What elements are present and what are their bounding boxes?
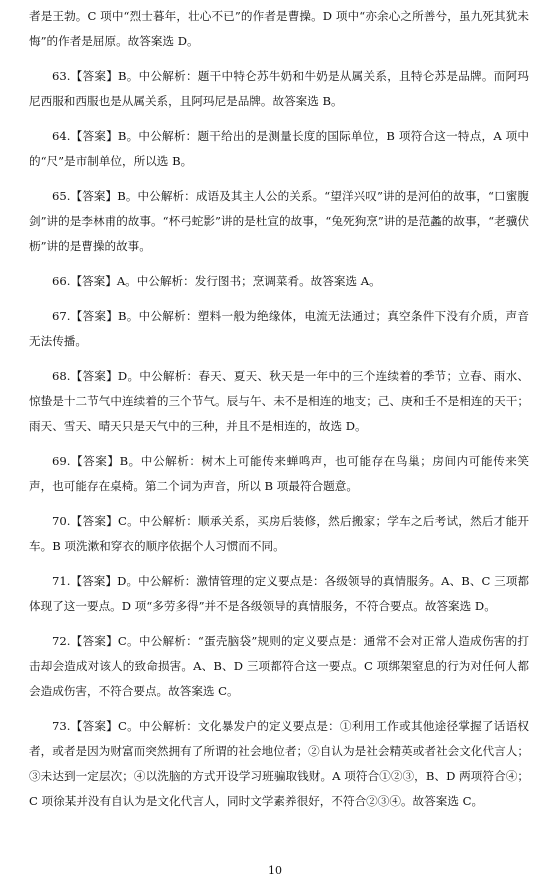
answer-paragraph-73: 73.【答案】C。中公解析：文化暴发户的定义要点是：①利用工作或其他途径掌握了话语权者，或者是因为财富而突然拥有了所谓的社会地位者；②自认为是社会精英或者社会文化代言人；③未达到一定层次；④以洗脑的方式开设学习班骗取钱财。A 项符合①②③，B、D 两项符合④；C 项徐某并没有自认为是文化代言人，同时文学素养很好，不符合②③④。故答案选 C。 xyxy=(29,719,529,808)
answer-paragraph-72: 72.【答案】C。中公解析：“蛋壳脑袋”规则的定义要点是：通常不会对正常人造成伤害的打击却会造成对该人的致命损害。A、B、D 三项都符合这一要点。C 项绑架窒息的行为对任何人都会造成伤害，不符合要点。故答案选 C。 xyxy=(29,634,529,698)
answer-paragraph-71: 71.【答案】D。中公解析：激情管理的定义要点是：各级领导的真情服务。A、B、C 三项都体现了这一要点。D 项“多劳多得”并不是各级领导的真情服务，不符合要点。故答案选 D。 xyxy=(29,574,529,613)
answer-paragraph-69: 69.【答案】B。中公解析：树木上可能传来蝉鸣声，也可能存在鸟巢；房间内可能传来笑声，也可能存在桌椅。第二个词为声音，所以 B 项最符合题意。 xyxy=(29,454,529,493)
answer-paragraph-62-continued: 者是王勃。C 项中“烈士暮年，壮心不已”的作者是曹操。D 项中“亦余心之所善兮，虽九死其犹未悔”的作者是屈原。故答案选 D。 xyxy=(29,9,529,48)
answer-paragraph-65: 65.【答案】B。中公解析：成语及其主人公的关系。“望洋兴叹”讲的是河伯的故事，“口蜜腹剑”讲的是李林甫的故事。“杯弓蛇影”讲的是杜宣的故事，“兔死狗烹”讲的是范蠡的故事，“老骥伏枥”讲的是曹操的故事。 xyxy=(29,189,529,253)
answer-paragraph-64: 64.【答案】B。中公解析：题干给出的是测量长度的国际单位，B 项符合这一特点，A 项中的“尺”是市制单位，所以选 B。 xyxy=(29,129,529,168)
answer-paragraph-70: 70.【答案】C。中公解析：顺承关系，买房后装修，然后搬家；学车之后考试，然后才能开车。B 项洗漱和穿衣的顺序依据个人习惯而不同。 xyxy=(29,514,529,553)
answer-paragraph-68: 68.【答案】D。中公解析：春天、夏天、秋天是一年中的三个连续着的季节；立春、雨水、惊蛰是十二节气中连续着的三个节气。辰与午、未不是相连的地支；己、庚和壬不是相连的天干；雨天、雪天、晴天只是天气中的三种，并且不是相连的，故选 D。 xyxy=(29,369,529,433)
document-page xyxy=(29,4,529,814)
page-number: 10 xyxy=(268,864,282,877)
answer-paragraph-67: 67.【答案】B。中公解析：塑料一般为绝缘体，电流无法通过；真空条件下没有介质，声音无法传播。 xyxy=(29,309,529,348)
answer-paragraph-63: 63.【答案】B。中公解析：题干中特仑苏牛奶和牛奶是从属关系，且特仑苏是品牌。而阿玛尼西服和西服也是从属关系，且阿玛尼是品牌。故答案选 B。 xyxy=(29,69,529,108)
answer-paragraph-66: 66.【答案】A。中公解析：发行图书；烹调菜肴。故答案选 A。 xyxy=(52,274,381,288)
